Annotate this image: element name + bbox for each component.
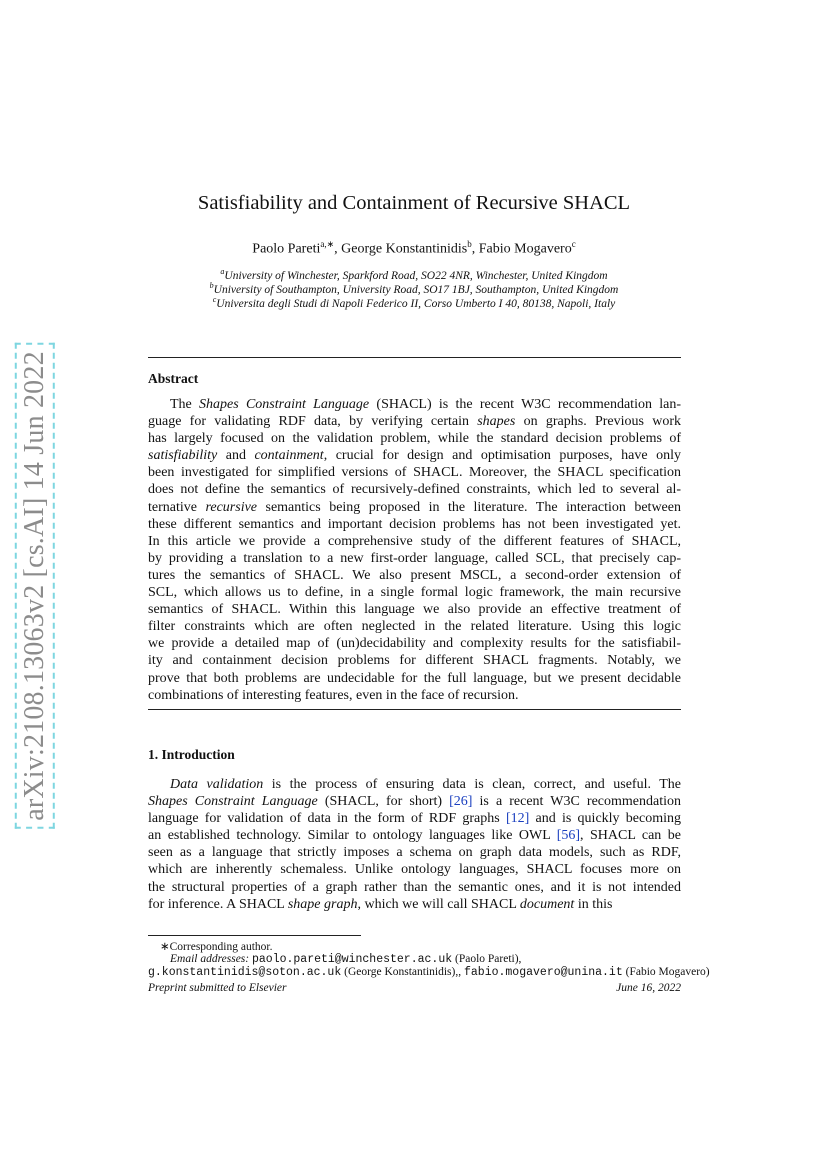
abstract-heading: Abstract (148, 371, 199, 386)
affiliation-text: Universita degli Studi di Napoli Federico II, Corso Umberto I 40, 80138, Napoli, Italy (216, 297, 616, 310)
introduction-line: an established technology. Similar to ontology languages like OWL [56], SHACL can be (148, 828, 681, 844)
introduction-line: Data validation is the process of ensuring data is clean, correct, and useful. The (170, 777, 681, 792)
affiliation-text: University of Southampton, University Road, SO17 1BJ, Southampton, United Kingdom (213, 283, 619, 296)
preprint-date: June 16, 2022 (616, 982, 681, 994)
abstract-line: has largely focused on the validation problem, while the standard decision problems of (148, 431, 681, 447)
author-list: Paolo Pareti$^{a,∗}$, George Konstantinidis$^b$, Fabio Mogavero$^c$ (252, 239, 576, 257)
abstract-line: The Shapes Constraint Language (SHACL) is the recent W3C recommendation lan- (170, 397, 681, 412)
author-affiliation-mark: b (467, 239, 472, 249)
introduction-line: which are inherently schemaless. Unlike ontology languages, SHACL focuses more on (148, 862, 681, 878)
email-owner: (George Konstantinidis), (344, 966, 459, 978)
affiliation-mark: b (209, 281, 214, 290)
abstract-line: semantics of SHACL. Within this language we also provide an effective treatment of (148, 602, 681, 618)
introduction-line: for inference. A SHACL shape graph, which we will call SHACL document in this (148, 896, 613, 912)
introduction-text (148, 776, 681, 913)
author-name: Fabio Mogavero (478, 241, 572, 257)
abstract-text (148, 396, 681, 704)
abstract-line: In this article we provide a comprehensive study of the different features of SHACL, (148, 533, 681, 549)
affiliation-line (0, 281, 828, 296)
affiliation-mark: c (212, 295, 217, 304)
corresponding-author-footnote: ∗Corresponding author. (160, 941, 273, 953)
affiliation-line (0, 295, 828, 310)
author-affiliation-mark: c (571, 239, 576, 249)
affiliation-mark: a (220, 267, 225, 276)
abstract-bottom-rule (148, 709, 681, 710)
abstract-top-rule (148, 357, 681, 358)
email-footnote-line: g.konstantinidis@soton.ac.uk (George Konstantinidis),, fabio.mogavero@unina.it (Fabio Mogavero) (148, 966, 710, 979)
introduction-line: language for validation of data in the form of RDF graphs [12] and is quickly becoming (148, 811, 681, 827)
email-link[interactable]: fabio.mogavero@unina.it (464, 966, 623, 979)
arxiv-identifier-text: arXiv:2108.13063v2 [cs.AI] 14 Jun 2022 (15, 343, 55, 829)
abstract-line: SCL, which allows us to define, in a single formal logic framework, the main recursive (148, 585, 681, 601)
abstract-line: does not define the semantics of recursively-defined constraints, which led to several al- (148, 482, 681, 498)
paper-title: Satisfiability and Containment of Recursive SHACL (197, 192, 631, 214)
citation-link[interactable]: [56] (556, 828, 581, 844)
author-affiliation-mark: a,∗ (320, 239, 335, 249)
author-name: George Konstantinidis (341, 241, 468, 257)
preprint-note: Preprint submitted to Elsevier (148, 982, 287, 994)
section-heading-introduction: 1. Introduction (148, 747, 235, 762)
abstract-line: tures the semantics of SHACL. We also present MSCL, a second-order extension of (148, 567, 681, 583)
affiliation-line (0, 267, 828, 282)
abstract-line: prove that both problems are undecidable for the full language, but we present decidable (148, 670, 681, 686)
abstract-line: ity and containment decision problems for different SHACL fragments. Notably, we (148, 653, 681, 669)
abstract-line: been investigated for simplified versions of SHACL. Moreover, the SHACL specification (148, 465, 681, 481)
introduction-line: seen as a language that strictly imposes a schema on graph data models, such as RDF, (148, 845, 681, 861)
abstract-line: these different semantics and important decision problems has not been investigated yet. (148, 516, 681, 532)
abstract-line: we provide a detailed map of (un)decidability and complexity results for the satisfiabil- (148, 636, 681, 652)
introduction-line: Shapes Constraint Language (SHACL, for short) [26] is a recent W3C recommendation (148, 794, 681, 810)
abstract-line: guage for validating RDF data, by verifying certain shapes on graphs. Previous work (148, 414, 681, 430)
arxiv-identifier-stamp[interactable] (14, 343, 55, 828)
abstract-line: by providing a translation to a new first-order language, called SCL, that precisely cap- (148, 550, 681, 566)
introduction-line: the structural properties of a graph rather than the semantic ones, and it is not intended (148, 879, 681, 895)
email-footnote-line (170, 953, 521, 966)
email-link[interactable]: paolo.pareti@winchester.ac.uk (251, 953, 453, 966)
abstract-line: satisfiability and containment, crucial for design and optimisation purposes, have only (148, 448, 682, 464)
author-name: Paolo Pareti (252, 241, 321, 257)
email-owner: (Fabio Mogavero) (625, 966, 710, 978)
affiliation-text: University of Winchester, Sparkford Road, SO22 4NR, Winchester, United Kingdom (224, 269, 608, 282)
abstract-line: combinations of interesting features, even in the face of recursion. (148, 687, 519, 703)
citation-link[interactable]: [26] (449, 794, 473, 810)
abstract-line: ternative recursive semantics being proposed in the literature. The interaction between (148, 499, 681, 515)
footnote-rule (148, 935, 361, 936)
email-owner: (Paolo Pareti), (455, 953, 522, 965)
email-label: Email addresses: (170, 953, 250, 965)
abstract-line: filter constraints which are often neglected in the related literature. Using this logic (148, 619, 681, 635)
citation-link[interactable]: [12] (505, 811, 530, 827)
email-link[interactable]: g.konstantinidis@soton.ac.uk (148, 966, 342, 979)
